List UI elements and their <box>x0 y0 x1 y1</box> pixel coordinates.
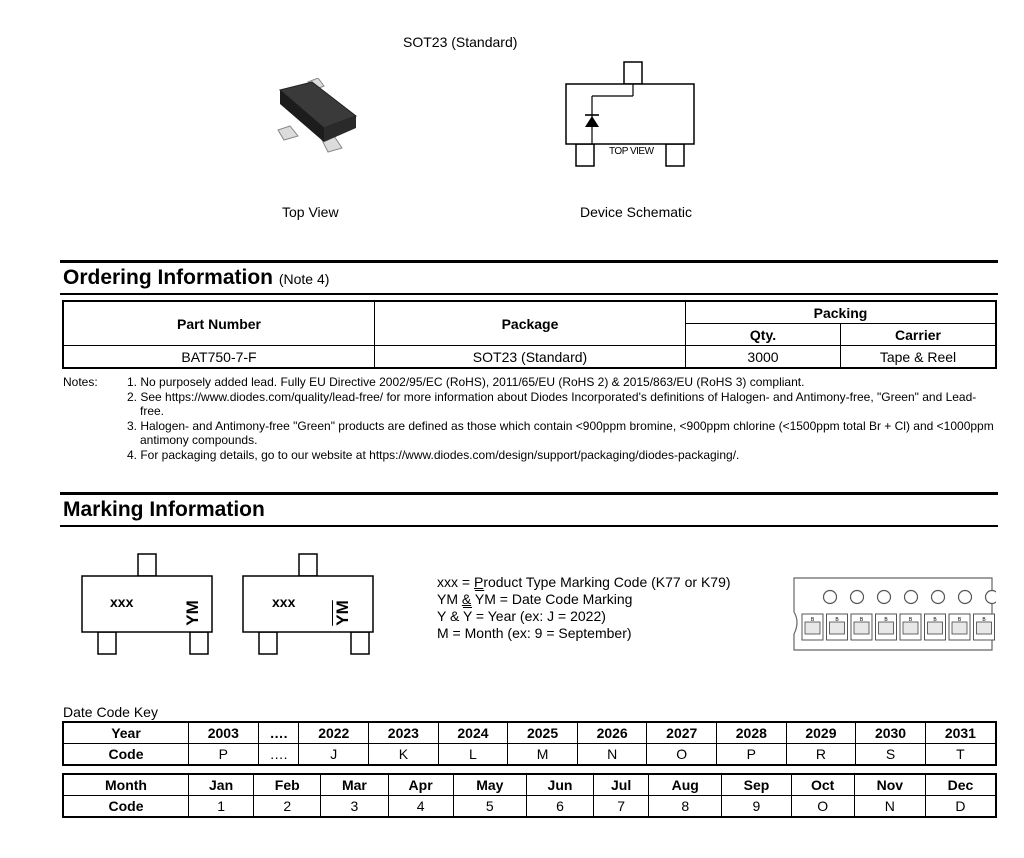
legend-text: Y & <box>437 608 463 624</box>
month-cell: Aug <box>649 774 722 796</box>
legend-line-4: M = Month (ex: 9 = September) <box>437 625 632 641</box>
date-code-title: Date Code Key <box>63 704 158 720</box>
cell-carrier: Tape & Reel <box>841 346 997 369</box>
tape-part <box>903 622 918 634</box>
month-code-cell: 4 <box>388 796 453 818</box>
table-row <box>63 774 996 796</box>
year-cell: 2003 <box>189 722 259 744</box>
month-cell: Sep <box>722 774 791 796</box>
year-cell: 2026 <box>577 722 647 744</box>
month-code-cell: 1 <box>189 796 254 818</box>
package-title: SOT23 (Standard) <box>403 34 518 50</box>
sprocket-hole <box>986 591 997 604</box>
marking-xxx-1: xxx <box>110 594 134 610</box>
marking-title: Marking Information <box>63 498 265 521</box>
table-row <box>63 744 996 766</box>
month-cell: Mar <box>321 774 388 796</box>
year-cell: 2027 <box>647 722 717 744</box>
year-code-cell: P <box>717 744 787 766</box>
tape-pocket-label: B <box>933 617 937 623</box>
month-code-cell: D <box>925 796 996 818</box>
year-cell: 2029 <box>786 722 856 744</box>
cell-part-number: BAT750-7-F <box>63 346 375 369</box>
note-item: 1. No purposely added lead. Fully EU Directive 2002/95/EC (RoHS), 2011/65/EU (RoHS 2) & 2015/863/EU (RoHS 3) compliant. <box>127 375 805 389</box>
table-row <box>63 796 996 818</box>
legend-line-2 <box>437 591 731 608</box>
month-cell: Oct <box>791 774 854 796</box>
schematic-top-view-label: TOP VIEW <box>609 146 654 157</box>
ordering-section-header <box>60 260 998 295</box>
legend-line-3 <box>437 608 731 625</box>
header-part-number: Part Number <box>63 301 375 346</box>
note-item: 4. For packaging details, go to our website at https://www.diodes.com/design/support/packaging/diodes-packaging/. <box>127 447 740 462</box>
ordering-title: Ordering Information <box>63 266 273 289</box>
legend-text: $\overline{Y}$ <box>462 608 473 624</box>
sprocket-hole <box>851 591 864 604</box>
year-cell: 2030 <box>856 722 926 744</box>
month-cell: Jun <box>526 774 593 796</box>
cell-package: SOT23 (Standard) <box>375 346 686 369</box>
header-qty: Qty. <box>686 324 841 346</box>
month-code-cell: 6 <box>526 796 593 818</box>
year-code-cell: P <box>189 744 259 766</box>
tape-part <box>977 622 992 634</box>
legend-text: & <box>461 591 472 607</box>
year-code-cell: M <box>508 744 578 766</box>
legend-text: $\overline{Y}$ <box>474 591 485 607</box>
year-code-cell: J <box>299 744 369 766</box>
tape-pocket-label: B <box>884 617 888 623</box>
table-row <box>63 346 996 369</box>
tape-reel-image <box>792 574 996 654</box>
month-code-cell: 5 <box>453 796 526 818</box>
month-header: Month <box>63 774 189 796</box>
marking-xxx-2: xxx <box>272 594 296 610</box>
month-cell: Jan <box>189 774 254 796</box>
marking-ym-1: YM <box>183 600 202 626</box>
tape-pocket-label: B <box>859 617 864 623</box>
month-code-cell: 9 <box>722 796 791 818</box>
year-cell: 2024 <box>438 722 508 744</box>
year-code-cell: S <box>856 744 926 766</box>
month-code-cell: O <box>791 796 854 818</box>
legend-text: M = Date Code Marking <box>484 591 633 607</box>
top-view-caption: Top View <box>282 204 339 220</box>
month-cell: Nov <box>854 774 925 796</box>
sprocket-hole <box>878 591 891 604</box>
header-package: Package <box>375 301 686 346</box>
year-code-cell: T <box>925 744 996 766</box>
marking-package-2 <box>241 552 377 658</box>
year-code-cell: …. <box>258 744 299 766</box>
sprocket-hole <box>824 591 837 604</box>
legend-text: P <box>473 574 484 590</box>
year-header: Year <box>63 722 189 744</box>
year-cell: 2022 <box>299 722 369 744</box>
cell-qty: 3000 <box>686 346 841 369</box>
sprocket-hole <box>932 591 945 604</box>
tape-pocket-label: B <box>810 617 815 623</box>
tape-part <box>952 622 967 634</box>
ordering-table <box>62 300 997 369</box>
month-cell: Dec <box>925 774 996 796</box>
tape-part <box>830 622 845 634</box>
tape-pocket-label: B <box>982 617 986 623</box>
month-cell: May <box>453 774 526 796</box>
month-code-cell: 3 <box>321 796 388 818</box>
tape-pocket-label: B <box>835 617 839 623</box>
year-cell: …. <box>258 722 299 744</box>
marking-section-header <box>60 492 998 527</box>
note-item: 2. See https://www.diodes.com/quality/lead-free/ for more information about Diodes Incorporated's definitions of Halogen- and Antimony-free, "Green" and Lead-free. <box>127 389 977 418</box>
month-code-cell: N <box>854 796 925 818</box>
year-code-cell: R <box>786 744 856 766</box>
tape-pocket-label: B <box>957 617 962 623</box>
year-code-cell: O <box>647 744 717 766</box>
tape-pocket-label: B <box>908 617 913 623</box>
sprocket-hole <box>905 591 918 604</box>
month-code-cell: 7 <box>594 796 649 818</box>
month-code-header: Code <box>63 796 189 818</box>
year-cell: 2028 <box>717 722 787 744</box>
sot23-package-image <box>268 78 364 160</box>
legend-text: = Year (ex: J = 2022) <box>472 608 606 624</box>
note-item: 3. Halogen- and Antimony-free "Green" products are defined as those which contain <900ppm bromine, <900ppm chlorine (<1500ppm total Br + Cl) and <1000ppm antimony compounds. <box>127 418 994 447</box>
ordering-note: (Note 4) <box>278 271 330 287</box>
month-code-table <box>62 773 997 818</box>
year-cell: 2023 <box>369 722 439 744</box>
marking-ym-2-text: $\overline{YM}$ <box>333 600 352 626</box>
legend-line-1 <box>437 574 731 591</box>
year-code-header: Code <box>63 744 189 766</box>
legend-text: YM <box>437 591 462 607</box>
month-code-cell: 8 <box>649 796 722 818</box>
notes-label: Notes: <box>63 375 98 389</box>
year-code-table <box>62 721 997 766</box>
legend-text: roduct Type Marking Code (K77 or K79) <box>483 574 731 590</box>
table-row <box>63 722 996 744</box>
sprocket-hole <box>959 591 972 604</box>
header-packing: Packing <box>686 301 997 324</box>
year-code-cell: N <box>577 744 647 766</box>
tape-part <box>854 622 869 634</box>
tape-part <box>928 622 943 634</box>
month-cell: Apr <box>388 774 453 796</box>
legend-text: xxx = <box>437 574 474 590</box>
marking-legend <box>437 574 731 642</box>
year-cell: 2025 <box>508 722 578 744</box>
year-code-cell: K <box>369 744 439 766</box>
tape-part <box>879 622 894 634</box>
year-code-cell: L <box>438 744 508 766</box>
marking-ym-2 <box>333 598 353 628</box>
month-cell: Jul <box>594 774 649 796</box>
tape-part <box>805 622 820 634</box>
year-cell: 2031 <box>925 722 996 744</box>
schematic-caption: Device Schematic <box>580 204 693 220</box>
month-cell: Feb <box>254 774 321 796</box>
month-code-cell: 2 <box>254 796 321 818</box>
header-carrier: Carrier <box>841 324 997 346</box>
